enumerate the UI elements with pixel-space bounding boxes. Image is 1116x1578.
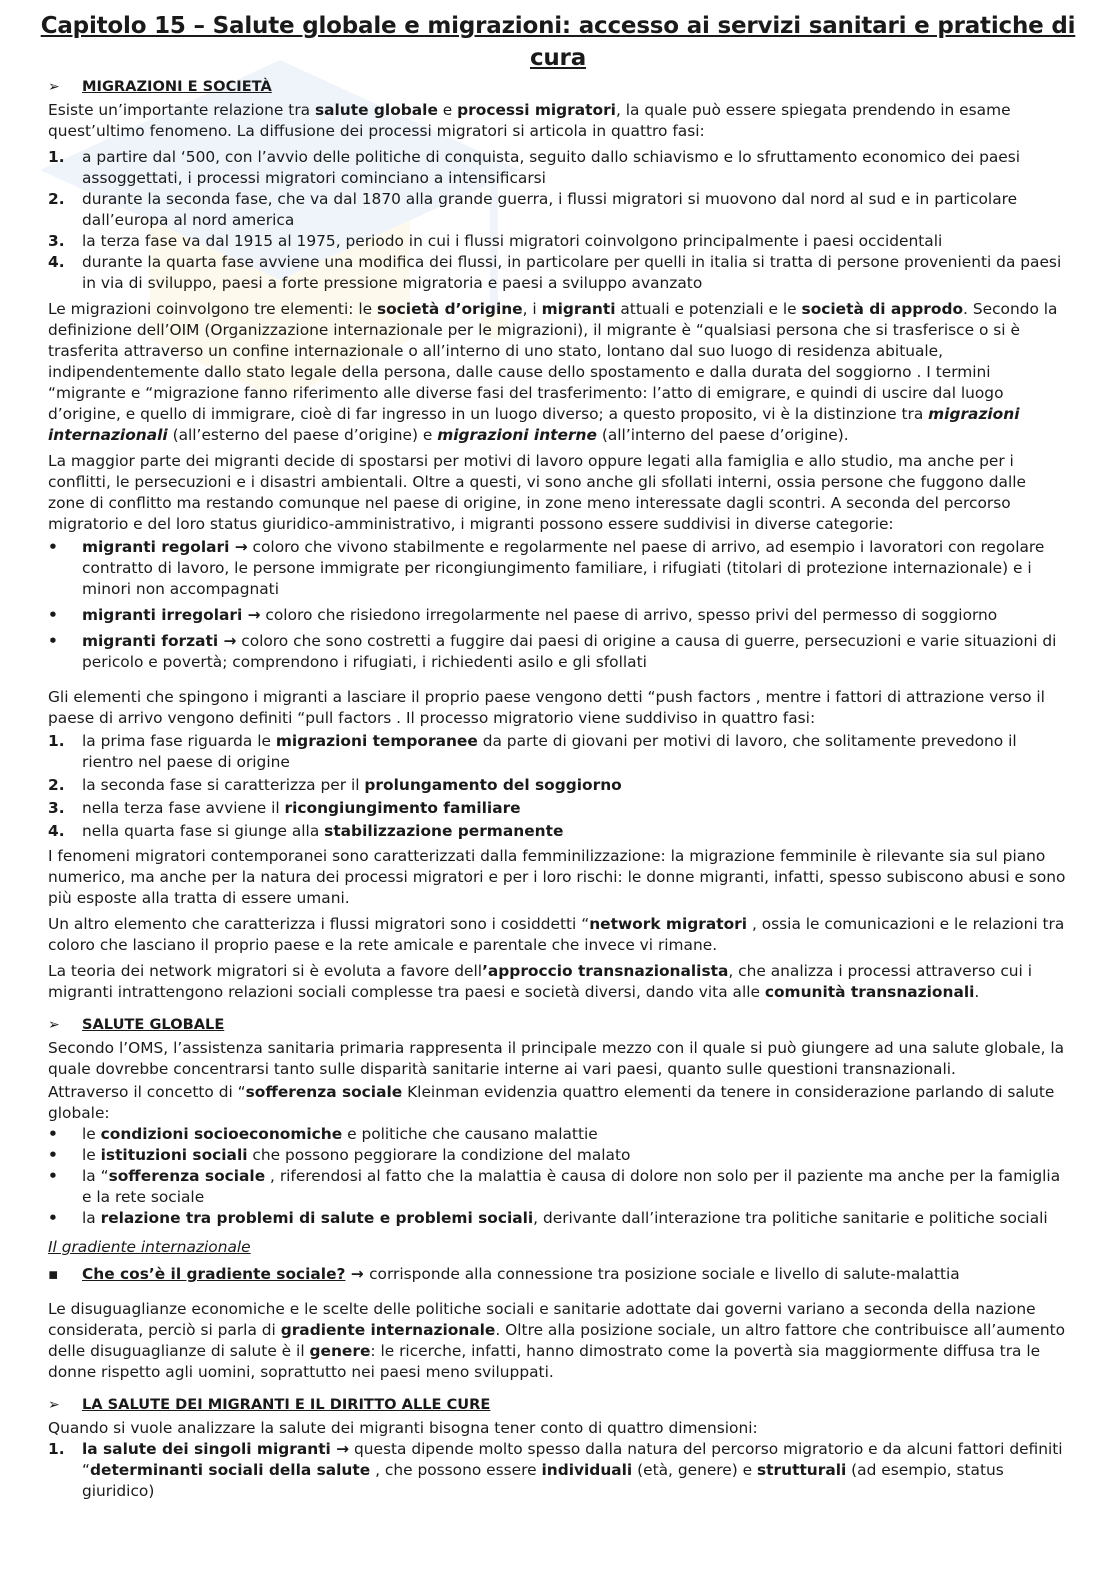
bullet-icon: • — [48, 606, 58, 624]
paragraph: La teoria dei network migratori si è evoluta a favore dell’approccio transnazionalista, che analizza i processi attraverso cui i migranti intrattengono relazioni sociali complesse tra paesi e società diversi, dando vita alle comunità transnazionali. — [48, 962, 1032, 1001]
list-item: 4. nella quarta fase si giunge alla stabilizzazione permanente — [48, 822, 564, 840]
paragraph: Gli elementi che spingono i migranti a lasciare il proprio paese vengono detti “push factors , mentre i fattori di attrazione verso il paese di arrivo vengono definiti “pull factors . Il processo migratorio viene suddiviso in quattro fasi: — [48, 688, 1045, 727]
section-title: SALUTE GLOBALE — [82, 1016, 225, 1033]
list-item: 1. la prima fase riguarda le migrazioni temporanee da parte di giovani per motivi di lavoro, che solitamente prevedono il rientro nel paese di origine — [48, 732, 1017, 771]
bullet-icon: • — [48, 538, 58, 556]
paragraph: Quando si vuole analizzare la salute dei migranti bisogna tener conto di quattro dimensioni: — [48, 1419, 758, 1437]
page-title: Capitolo 15 – Salute globale e migrazioni: accesso ai servizi sanitari e pratiche di cura — [40, 13, 1076, 71]
bullet-icon: • — [48, 1167, 58, 1185]
paragraph: Un altro elemento che caratterizza i flussi migratori sono i cosiddetti “network migratori , ossia le comunicazioni e le relazioni tra coloro che lasciano il proprio paese e la rete amicale e parentale che invece vi rimane. — [48, 915, 1065, 954]
bullet-icon: • — [48, 1209, 58, 1227]
section-title: LA SALUTE DEI MIGRANTI E IL DIRITTO ALLE CURE — [82, 1396, 491, 1413]
paragraph: I fenomeni migratori contemporanei sono caratterizzati dalla femminilizzazione: la migrazione femminile è rilevante sia sul piano numerico, ma anche per la natura dei processi migratori e per i loro rischi: le donne migranti, infatti, spesso subiscono abusi e sono più esposte alla tratta di essere umani. — [48, 847, 1066, 907]
subsection-title: Il gradiente internazionale — [48, 1238, 251, 1256]
section-heading — [48, 1394, 1066, 1416]
bullet-icon: • — [48, 1125, 58, 1143]
paragraph: Le migrazioni coinvolgono tre elementi: le società d’origine, i migranti attuali e potenziali e le società di approdo. Secondo la definizione dell’OIM (Organizzazione internazionale per le migrazioni), il migrante è “qualsiasi persona che si trasferisce o si è trasferita attraverso un confine internazionale o all’interno di uno stato, lontano dal suo luogo di residenza abituale, indipendentemente dallo stato legale della persona, dalle cause dello spostamento e dalla durata del soggiorno . I termini “migrante e “migrazione fanno riferimento alle diverse fasi del trasferimento: l’atto di emigrare, e quindi di uscire dal luogo d’origine, e quello di immigrare, cioè di far ingresso in un luogo diverso; a questo proposito, vi è la distinzione tra migrazioni internazionali (all’esterno del paese d’origine) e migrazioni interne (all’interno del paese d’origine). — [48, 300, 1058, 444]
list-item: • le istituzioni sociali che possono peggiorare la condizione del malato — [48, 1146, 631, 1164]
arrow-bullet-icon: ➢ — [48, 79, 60, 95]
paragraph: Le disuguaglianze economiche e le scelte delle politiche sociali e sanitarie adottate dai governi variano a seconda della nazione considerata, perciò si parla di gradiente internazionale. Oltre alla posizione sociale, un altro fattore che contribuisce all’aumento delle disuguaglianze di salute è il genere: le ricerche, infatti, hanno dimostrato come la povertà sia maggiormente diffusa tra le donne rispetto agli uomini, soprattutto nei paesi meno sviluppati. — [48, 1300, 1066, 1381]
paragraph: Attraverso il concetto di “sofferenza sociale Kleinman evidenzia quattro elementi da tenere in considerazione parlando di salute globale: — [48, 1083, 1055, 1122]
list-item: • la “sofferenza sociale , riferendosi al fatto che la malattia è causa di dolore non solo per il paziente ma anche per la famiglia e la rete sociale — [48, 1167, 1061, 1206]
list-item: 2. durante la seconda fase, che va dal 1870 alla grande guerra, i flussi migratori si muovono dal nord al sud e in particolare dall’europa al nord america — [48, 190, 1018, 229]
elements-list — [48, 1124, 1066, 1229]
section-heading — [48, 1014, 1066, 1036]
document-body — [48, 76, 1066, 1502]
paragraph: La maggior parte dei migranti decide di spostarsi per motivi di lavoro oppure legati alla famiglia e allo studio, ma anche per i conflitti, le persecuzioni e i disastri ambientali. Oltre a questi, vi sono anche gli sfollati interni, ossia persone che fuggono dalle zone di conflitto ma restando comunque nel paese di origine, in zone meno interessate dagli scontri. A seconda del percorso migratorio e del loro status giuridico-amministrativo, i migranti possono essere suddivisi in diverse categorie: — [48, 452, 1026, 533]
list-item: 2. la seconda fase si caratterizza per il prolungamento del soggiorno — [48, 776, 622, 794]
list-item: 1. a partire dal ‘500, con l’avvio delle politiche di conquista, seguito dallo schiavismo e lo sfruttamento economico dei paesi assoggettati, i processi migratori cominciano a intensificarsi — [48, 148, 1021, 187]
phases-list — [48, 147, 1066, 294]
list-item: • migranti irregolari → coloro che risiedono irregolarmente nel paese di arrivo, spesso privi del permesso di soggiorno — [48, 606, 998, 624]
section-heading — [48, 76, 1066, 98]
dimensions-list — [48, 1439, 1066, 1502]
bullet-icon: • — [48, 632, 58, 650]
process-list — [48, 731, 1066, 842]
question-item: ▪ Che cos’è il gradiente sociale? → corrisponde alla connessione tra posizione sociale e livello di salute-malattia — [48, 1265, 960, 1283]
list-item: • la relazione tra problemi di salute e problemi sociali, derivante dall’interazione tra politiche sanitarie e politiche sociali — [48, 1209, 1048, 1227]
bullet-icon: • — [48, 1146, 58, 1164]
section-title: MIGRAZIONI E SOCIETÀ — [82, 78, 272, 95]
square-bullet-icon: ▪ — [48, 1265, 59, 1283]
paragraph: Esiste un’importante relazione tra salute globale e processi migratori, la quale può essere spiegata prendendo in esame quest’ultimo fenomeno. La diffusione dei processi migratori si articola in quattro fasi: — [48, 101, 1011, 140]
paragraph: Secondo l’OMS, l’assistenza sanitaria primaria rappresenta il principale mezzo con il quale si può giungere ad una salute globale, la quale dovrebbe concentrarsi tanto sulle disparità sanitarie interne ai vari paesi, quanto sulle questioni transnazionali. — [48, 1039, 1065, 1078]
list-item: • migranti forzati → coloro che sono costretti a fuggire dai paesi di origine a causa di guerre, persecuzioni e varie situazioni di pericolo e povertà; comprendono i rifugiati, i richiedenti asilo e gli sfollati — [48, 632, 1057, 671]
list-item: 4. durante la quarta fase avviene una modifica dei flussi, in particolare per quelli in italia si tratta di persone provenienti da paesi in via di sviluppo, paesi a forte pressione migratoria e paesi a sviluppo avanzato — [48, 253, 1062, 292]
list-item: • migranti regolari → coloro che vivono stabilmente e regolarmente nel paese di arrivo, ad esempio i lavoratori con regolare contratto di lavoro, le persone immigrate per ricongiungimento familiare, i rifugiati (titolari di protezione internazionale) e i minori non accompagnati — [48, 538, 1045, 598]
categories-list — [48, 537, 1066, 673]
list-item: 1. la salute dei singoli migranti → questa dipende molto spesso dalla natura del percorso migratorio e da alcuni fattori definiti “determinanti sociali della salute , che possono essere individuali (età, genere) e strutturali (ad esempio, status giuridico) — [48, 1440, 1063, 1500]
list-item: • le condizioni socioeconomiche e politiche che causano malattie — [48, 1125, 598, 1143]
list-item: 3. la terza fase va dal 1915 al 1975, periodo in cui i flussi migratori coinvolgono principalmente i paesi occidentali — [48, 232, 943, 250]
arrow-bullet-icon: ➢ — [48, 1017, 60, 1033]
arrow-bullet-icon: ➢ — [48, 1397, 60, 1413]
list-item: 3. nella terza fase avviene il ricongiungimento familiare — [48, 799, 521, 817]
